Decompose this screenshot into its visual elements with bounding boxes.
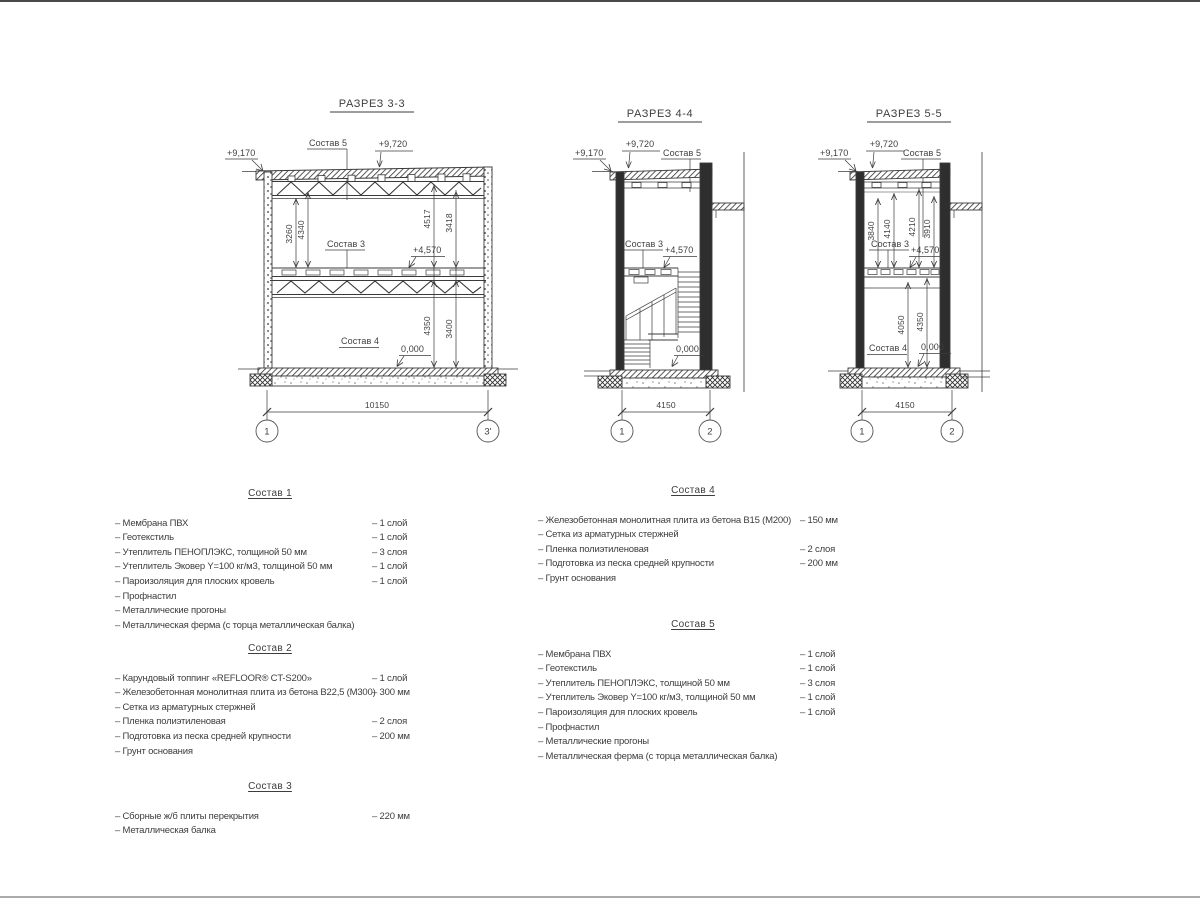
- composition-item-name: – Грунт основания: [538, 572, 616, 584]
- composition-item: [115, 824, 425, 839]
- dim-label: 3840: [866, 221, 876, 241]
- dim-label: 3260: [284, 224, 294, 244]
- composition-item-value: – 1 слой: [372, 672, 408, 684]
- composition-item: [538, 543, 848, 558]
- composition-block-5: [538, 618, 848, 764]
- composition-item-name: – Грунт основания: [115, 745, 193, 757]
- composition-item-name: – Мембрана ПВХ: [538, 648, 612, 660]
- composition-item-name: – Утеплитель Эковер Y=100 кг/м3, толщиной 50 мм: [115, 561, 333, 573]
- composition-item-name: – Металлические прогоны: [538, 736, 649, 748]
- axis-label: 1: [264, 426, 270, 438]
- mid-composition-ref: Состав 3: [625, 239, 664, 249]
- mid-composition-ref: Состав 3: [327, 239, 366, 249]
- composition-title: Состав 5: [671, 619, 715, 630]
- dim-label: 3910: [922, 219, 932, 239]
- composition-item: [115, 701, 425, 716]
- composition-item-name: – Металлическая ферма (с торца металлическая балка): [538, 750, 778, 762]
- axis-label: 1: [859, 426, 865, 438]
- section-title: РАЗРЕЗ 4-4: [626, 108, 694, 120]
- composition-item: [115, 546, 425, 561]
- composition-block-2: [115, 642, 425, 759]
- dim-label: 4350: [915, 312, 925, 332]
- composition-item-name: – Сетка из арматурных стержней: [538, 529, 679, 541]
- composition-item-name: – Карундовый топпинг «REFLOOR® CT-S200»: [115, 672, 312, 684]
- composition-item: [115, 590, 425, 605]
- composition-item: [115, 672, 425, 687]
- elevation-floor-label: 0,000: [401, 344, 425, 354]
- composition-item-value: – 200 мм: [372, 730, 410, 742]
- composition-item-name: – Утеплитель ПЕНОПЛЭКС, толщиной 50 мм: [538, 677, 730, 689]
- right-wall: [700, 163, 712, 370]
- composition-item-name: – Пленка полиэтиленовая: [538, 543, 649, 555]
- composition-item-name: – Подготовка из песка средней крупности: [115, 730, 291, 742]
- elevation-floor-label: 0,000: [921, 342, 945, 352]
- overall-width-dim: 4150: [656, 400, 676, 410]
- composition-block-3: [115, 780, 425, 839]
- composition-item: [115, 619, 425, 634]
- composition-item-name: – Железобетонная монолитная плита из бетона B22,5 (М300): [115, 687, 376, 699]
- composition-title: Состав 1: [248, 488, 292, 499]
- section-5-5: [818, 108, 990, 442]
- composition-item: [538, 528, 848, 543]
- axis-label: 2: [949, 426, 955, 438]
- sand-bed: [622, 378, 706, 388]
- elevation-mid-label: +4,570: [911, 245, 940, 255]
- overall-width-dim: 4150: [895, 400, 915, 410]
- axis-label: 2: [707, 426, 713, 438]
- section-title: РАЗРЕЗ 5-5: [875, 108, 943, 120]
- roof-composition-ref: Состав 5: [903, 148, 942, 158]
- composition-item: [115, 575, 425, 590]
- composition-item-value: – 1 слой: [372, 532, 408, 544]
- elevation-mid-label: +4,570: [665, 245, 694, 255]
- composition-item: [115, 715, 425, 730]
- composition-item-name: – Профнастил: [115, 590, 177, 602]
- composition-item-value: – 2 слоя: [800, 543, 836, 555]
- composition-item: [115, 517, 425, 532]
- composition-item-value: – 150 мм: [800, 514, 838, 526]
- composition-item: [115, 745, 425, 760]
- composition-item-name: – Геотекстиль: [115, 532, 174, 544]
- roof-slab: [610, 169, 712, 180]
- adjacent-roof: [712, 203, 744, 210]
- axis-label: 1: [619, 426, 625, 438]
- composition-item-name: – Металлическая балка: [115, 825, 216, 837]
- composition-item-name: – Пароизоляция для плоских кровель: [538, 706, 698, 718]
- composition-item-name: – Подготовка из песка средней крупности: [538, 558, 714, 570]
- composition-item-name: – Утеплитель ПЕНОПЛЭКС, толщиной 50 мм: [115, 546, 307, 558]
- left-wall: [264, 172, 272, 368]
- composition-item-value: – 1 слой: [800, 648, 836, 660]
- composition-item-value: – 300 мм: [372, 687, 410, 699]
- sand-bed: [862, 377, 946, 388]
- composition-item-name: – Металлическая ферма (с торца металлическая балка): [115, 619, 355, 631]
- elevation-roof-label: +9,720: [378, 139, 408, 149]
- floor-composition-ref: Состав 4: [341, 336, 380, 346]
- floor-composition-ref: Состав 4: [869, 343, 908, 353]
- right-footing: [946, 374, 968, 388]
- composition-item-value: – 2 слоя: [372, 716, 408, 728]
- composition-item: [538, 721, 848, 736]
- composition-item: [115, 686, 425, 701]
- right-wall: [940, 163, 950, 368]
- elevation-roof-label: +9,720: [625, 139, 655, 149]
- mid-floor: [864, 268, 940, 288]
- composition-item-value: – 1 слой: [800, 706, 836, 718]
- floor-slab: [258, 368, 498, 376]
- right-footing: [706, 376, 730, 388]
- left-wall: [856, 172, 864, 368]
- composition-item-value: – 1 слой: [372, 561, 408, 573]
- elevation-floor-label: 0,000: [676, 344, 700, 354]
- composition-item-name: – Утеплитель Эковер Y=100 кг/м3, толщиной 50 мм: [538, 692, 756, 704]
- composition-block-4: [538, 484, 848, 587]
- dim-label: 3400: [444, 319, 454, 339]
- composition-item-value: – 3 слоя: [372, 546, 408, 558]
- floor-slab: [610, 370, 718, 378]
- mid-floor: [270, 268, 486, 298]
- roof-slab: [850, 169, 950, 180]
- dim-label: 3418: [444, 213, 454, 233]
- dim-label: 4340: [296, 220, 306, 240]
- composition-item-value: – 1 слой: [372, 575, 408, 587]
- composition-item-value: – 1 слой: [800, 692, 836, 704]
- composition-item: [538, 662, 848, 677]
- elevation-mid-label: +4,570: [413, 245, 442, 255]
- roof-composition-ref: Состав 5: [309, 138, 348, 148]
- dim-label: 4517: [422, 209, 432, 229]
- composition-item: [538, 648, 848, 663]
- composition-item-value: – 3 слоя: [800, 677, 836, 689]
- composition-item-name: – Пленка полиэтиленовая: [115, 716, 226, 728]
- composition-item: [538, 514, 848, 529]
- elevation-roof-label: +9,720: [869, 139, 899, 149]
- composition-title: Состав 4: [671, 485, 715, 496]
- right-footing: [484, 374, 506, 386]
- composition-item: [115, 560, 425, 575]
- elevation-eave-label: +9,170: [820, 148, 849, 158]
- composition-item-value: – 1 слой: [800, 663, 836, 675]
- section-4-4: [573, 108, 744, 442]
- left-footing: [840, 374, 862, 388]
- composition-item-name: – Профнастил: [538, 721, 600, 733]
- composition-item: [538, 750, 848, 765]
- composition-item: [115, 531, 425, 546]
- right-wall: [484, 167, 492, 368]
- composition-item: [538, 677, 848, 692]
- floor-slab: [848, 368, 960, 377]
- dim-label: 4210: [907, 217, 917, 237]
- composition-item-value: – 200 мм: [800, 558, 838, 570]
- composition-item-name: – Сетка из арматурных стержней: [115, 701, 256, 713]
- composition-item-name: – Металлические прогоны: [115, 605, 226, 617]
- sheet-bottom-border: [0, 896, 1200, 898]
- composition-item-name: – Мембрана ПВХ: [115, 517, 189, 529]
- left-footing: [598, 376, 622, 388]
- elevation-eave-label: +9,170: [227, 148, 256, 158]
- composition-block-1: [115, 487, 425, 633]
- composition-item-value: – 220 мм: [372, 810, 410, 822]
- composition-item: [115, 604, 425, 619]
- composition-item: [538, 557, 848, 572]
- composition-item: [538, 735, 848, 750]
- composition-item: [538, 691, 848, 706]
- adjacent-roof: [950, 203, 982, 210]
- dim-label: 4140: [882, 219, 892, 239]
- sand-bed: [272, 376, 484, 386]
- composition-item-name: – Железобетонная монолитная плита из бетона B15 (М200): [538, 514, 792, 526]
- dim-label: 4350: [422, 316, 432, 336]
- left-footing: [250, 374, 272, 386]
- composition-item-name: – Сборные ж/б плиты перекрытия: [115, 810, 259, 822]
- composition-item: [115, 730, 425, 745]
- composition-item-name: – Геотекстиль: [538, 663, 597, 675]
- composition-title: Состав 2: [248, 643, 292, 654]
- composition-item: [115, 810, 425, 825]
- section-3-3: [225, 98, 518, 442]
- composition-title: Состав 3: [248, 781, 292, 792]
- mid-composition-ref: Состав 3: [871, 239, 910, 249]
- section-title: РАЗРЕЗ 3-3: [338, 98, 406, 110]
- axis-label: 3': [484, 426, 492, 438]
- composition-item: [538, 572, 848, 587]
- dim-label: 4050: [896, 315, 906, 335]
- composition-item-value: – 1 слой: [372, 517, 408, 529]
- roof-composition-ref: Состав 5: [663, 148, 702, 158]
- composition-item-name: – Пароизоляция для плоских кровель: [115, 575, 275, 587]
- elevation-eave-label: +9,170: [575, 148, 604, 158]
- overall-width-dim: 10150: [364, 400, 390, 410]
- roof-truss: [270, 182, 486, 199]
- mid-floor: [624, 268, 678, 283]
- composition-item: [538, 706, 848, 721]
